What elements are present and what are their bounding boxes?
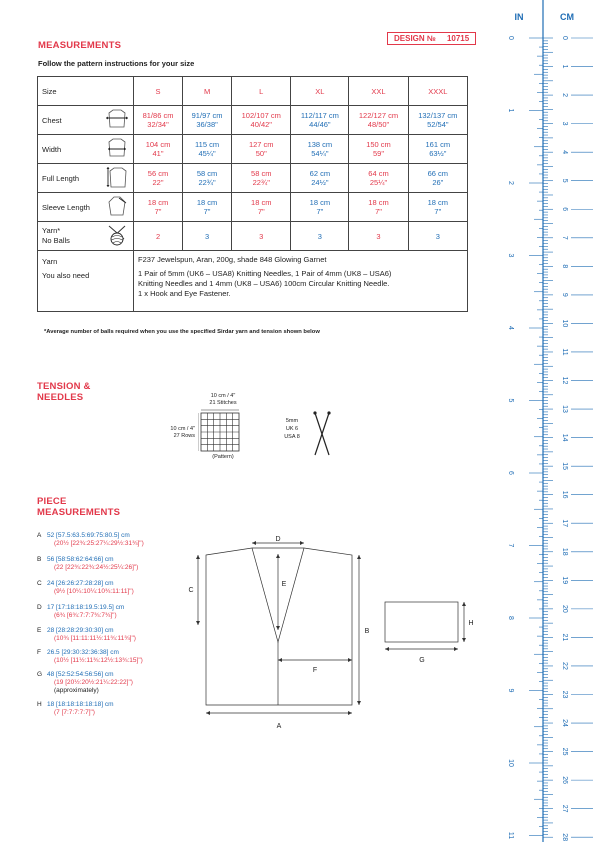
cm-label: 27 bbox=[561, 804, 568, 813]
cm-label: 22 bbox=[561, 662, 568, 670]
tension-title bbox=[37, 381, 91, 403]
sleeve-cm: 18 cm bbox=[427, 198, 449, 207]
width-cm: 115 cm bbox=[195, 140, 220, 149]
inch-label: 9 bbox=[507, 688, 514, 693]
chest-in: 32/34" bbox=[147, 120, 169, 129]
length-in: 24½" bbox=[311, 178, 329, 187]
size-xxxl: XXXL bbox=[408, 77, 467, 106]
full-length-row bbox=[38, 164, 468, 193]
chest-cm: 132/137 cm bbox=[418, 111, 458, 120]
chest-in: 48/50" bbox=[367, 120, 390, 129]
gauge-pattern-label: (Pattern) bbox=[212, 454, 234, 460]
chest-cell bbox=[291, 106, 349, 135]
size-s: S bbox=[134, 77, 183, 106]
tension-title-line1: TENSION & bbox=[37, 381, 91, 392]
length-garment-icon bbox=[101, 164, 134, 193]
width-row bbox=[38, 135, 468, 164]
measurements-table bbox=[37, 76, 468, 312]
gauge-side-label bbox=[155, 426, 195, 440]
length-cell bbox=[134, 164, 183, 193]
piece-key: E bbox=[37, 627, 42, 634]
cm-label: 11 bbox=[561, 348, 568, 356]
piece-in: (6¾ [6¾:7:7:7¾:7¾]") bbox=[54, 612, 117, 619]
size-icon-cell bbox=[101, 77, 134, 106]
sleeve-cell bbox=[408, 193, 467, 222]
inch-label: 8 bbox=[507, 616, 514, 620]
cm-label: 25 bbox=[561, 747, 568, 756]
piece-in: (19 [20½:20½:21¼:22:22]") bbox=[54, 679, 133, 686]
width-cell bbox=[232, 135, 291, 164]
chest-in: 36/38" bbox=[196, 120, 218, 129]
sleeve-cm: 18 cm bbox=[147, 198, 169, 207]
you-also-need-label: You also need bbox=[42, 271, 90, 280]
need-line: Knitting Needles and 1 4mm (UK8 – USA6) 100cm Circular Knitting Needle. bbox=[138, 279, 390, 288]
piece-cm: 56 [58:58:62:64:66] cm bbox=[47, 556, 114, 563]
length-in: 22¾" bbox=[198, 178, 216, 187]
needle-usa: USA 8 bbox=[284, 434, 300, 440]
size-xxl: XXL bbox=[349, 77, 408, 106]
size-l: L bbox=[232, 77, 291, 106]
design-label: DESIGN № bbox=[394, 34, 436, 43]
cm-label: 14 bbox=[561, 433, 568, 442]
cm-label: 1 bbox=[561, 64, 568, 69]
chest-in: 44/46" bbox=[309, 120, 331, 129]
length-cell bbox=[183, 164, 232, 193]
piece-in: (22 [22¾:22¾:24½:25¼:26]") bbox=[54, 564, 139, 571]
sleeve-cell bbox=[183, 193, 232, 222]
cm-label: 10 bbox=[561, 319, 568, 328]
cm-label: 18 bbox=[561, 547, 568, 556]
chest-cm: 91/97 cm bbox=[191, 111, 223, 120]
width-in: 54¼" bbox=[311, 149, 329, 158]
length-cm: 64 cm bbox=[368, 169, 389, 178]
inch-label: 11 bbox=[507, 831, 514, 840]
piece-h bbox=[37, 701, 114, 717]
gauge-stitches: 21 Stitches bbox=[209, 400, 237, 406]
chest-cell bbox=[232, 106, 291, 135]
chest-cell bbox=[349, 106, 408, 135]
cm-label: 15 bbox=[561, 462, 568, 471]
cm-label: 23 bbox=[561, 690, 568, 699]
width-cell bbox=[291, 135, 349, 164]
inch-label: 6 bbox=[507, 471, 514, 475]
garment-schematic-diagram bbox=[180, 530, 480, 735]
chest-cm: 112/117 cm bbox=[300, 111, 339, 120]
cm-label: 16 bbox=[561, 490, 568, 499]
width-in: 63½" bbox=[429, 149, 447, 158]
chest-cm: 122/127 cm bbox=[358, 111, 399, 120]
balls-cell: 3 bbox=[183, 222, 232, 251]
cm-label: 7 bbox=[561, 235, 568, 240]
yarn-row bbox=[38, 251, 468, 312]
sleeve-cell bbox=[349, 193, 408, 222]
length-cm: 62 cm bbox=[309, 169, 331, 178]
need-line: 1 Pair of 5mm (UK6 – USA8) Knitting Needles, 1 Pair of 4mm (UK8 – USA6) bbox=[138, 269, 392, 278]
sleeve-in: 7" bbox=[375, 207, 382, 216]
measurements-title: MEASUREMENTS bbox=[38, 40, 122, 51]
chest-row bbox=[38, 106, 468, 135]
cm-label: 2 bbox=[561, 93, 568, 98]
width-garment-icon bbox=[101, 135, 134, 164]
sleeve-cm: 18 cm bbox=[309, 198, 331, 207]
needle-mm: 5mm bbox=[285, 418, 299, 424]
cm-label: 17 bbox=[561, 519, 568, 528]
size-header-row bbox=[38, 77, 468, 106]
chest-garment-icon bbox=[101, 106, 134, 135]
cm-label: 21 bbox=[561, 633, 568, 642]
balls-cell: 3 bbox=[349, 222, 408, 251]
balls-row bbox=[38, 222, 468, 251]
piece-cm: 18 [18:18:18:18:18] cm bbox=[47, 701, 114, 708]
piece-g bbox=[37, 671, 133, 695]
piece-e bbox=[37, 627, 136, 643]
cm-label: 12 bbox=[561, 376, 568, 385]
sleeve-cm: 18 cm bbox=[251, 198, 272, 207]
piece-a bbox=[37, 532, 144, 548]
piece-key: H bbox=[37, 701, 42, 708]
length-cm: 58 cm bbox=[251, 169, 272, 178]
piece-key: D bbox=[37, 604, 42, 611]
dim-label-b: B bbox=[364, 628, 370, 635]
piece-in: (7 [7:7:7:7:7]") bbox=[54, 709, 95, 716]
sleeve-in: 7" bbox=[154, 207, 162, 216]
gauge-height: 10 cm / 4" bbox=[170, 426, 195, 432]
needle-uk: UK 6 bbox=[285, 426, 299, 432]
needle-size-label bbox=[280, 417, 304, 441]
size-m: M bbox=[183, 77, 232, 106]
inch-label: 2 bbox=[507, 181, 514, 185]
piece-measurements-title bbox=[37, 496, 120, 518]
piece-in: (10½ [11½:11¾:12½:13¾:15]") bbox=[54, 657, 143, 664]
sleeve-cm: 18 cm bbox=[368, 198, 389, 207]
sleeve-cm: 18 cm bbox=[196, 198, 218, 207]
piece-key: C bbox=[37, 580, 42, 587]
average-balls-note: *Average number of balls required when you use the specified Sirdar yarn and tension shown below bbox=[44, 329, 320, 335]
width-cm: 104 cm bbox=[145, 140, 171, 149]
inch-label: 0 bbox=[507, 36, 514, 40]
inch-label: 3 bbox=[507, 253, 514, 258]
cm-label: 26 bbox=[561, 776, 568, 785]
cm-label: 3 bbox=[561, 121, 568, 126]
chest-in: 40/42" bbox=[250, 120, 272, 129]
length-cm: 66 cm bbox=[427, 169, 449, 178]
piece-approx: (approximately) bbox=[54, 687, 99, 694]
sleeve-in: 7" bbox=[257, 207, 265, 216]
inch-label: 4 bbox=[507, 326, 514, 330]
need-line: 1 x Hook and Eye Fastener. bbox=[138, 289, 231, 298]
chest-in: 52/54" bbox=[427, 120, 449, 129]
dim-label-h: H bbox=[468, 620, 474, 627]
width-cm: 127 cm bbox=[248, 140, 274, 149]
sleeve-in: 7" bbox=[434, 207, 442, 216]
cm-label: 19 bbox=[561, 576, 568, 585]
chest-cell bbox=[134, 106, 183, 135]
row-label-sleeve-length: Sleeve Length bbox=[38, 193, 102, 222]
cm-label: 24 bbox=[561, 719, 568, 727]
length-in: 22¾" bbox=[252, 178, 270, 187]
inch-label: 10 bbox=[507, 759, 514, 767]
width-cm: 150 cm bbox=[366, 140, 391, 149]
inch-label: 5 bbox=[507, 398, 514, 403]
piece-cm: 28 [28:28:29:30:30] cm bbox=[47, 627, 114, 634]
chest-cm: 102/107 cm bbox=[241, 111, 281, 120]
cm-label: 20 bbox=[561, 604, 568, 613]
length-cm: 58 cm bbox=[196, 169, 218, 178]
balls-cell: 2 bbox=[134, 222, 183, 251]
design-number-box bbox=[387, 32, 476, 45]
yarn-labels bbox=[38, 251, 134, 312]
cm-label: 0 bbox=[561, 36, 568, 40]
balls-cell: 3 bbox=[408, 222, 467, 251]
cm-label: 6 bbox=[561, 207, 568, 212]
cm-label: 28 bbox=[561, 833, 568, 842]
piece-cm: 17 [17:18:18:19.5:19.5] cm bbox=[47, 604, 125, 611]
width-cell bbox=[134, 135, 183, 164]
dim-label-a: A bbox=[276, 723, 282, 730]
piece-key: F bbox=[37, 649, 41, 656]
sleeve-garment-icon bbox=[101, 193, 134, 222]
sleeve-in: 7" bbox=[316, 207, 324, 216]
sleeve-in: 7" bbox=[203, 207, 211, 216]
chest-cell bbox=[183, 106, 232, 135]
dim-label-e: E bbox=[281, 581, 287, 588]
sleeve-length-row bbox=[38, 193, 468, 222]
dim-label-c: C bbox=[188, 587, 194, 594]
dim-label-d: D bbox=[275, 536, 281, 543]
width-in: 45¼" bbox=[198, 149, 216, 158]
size-label: Size bbox=[38, 77, 102, 106]
piece-c bbox=[37, 580, 134, 596]
width-in: 41" bbox=[152, 149, 164, 158]
width-cell bbox=[349, 135, 408, 164]
ruler-in-label: IN bbox=[514, 12, 524, 22]
width-in: 59" bbox=[372, 149, 384, 158]
piece-key: A bbox=[37, 532, 42, 539]
balls-cell: 3 bbox=[291, 222, 349, 251]
chest-cell bbox=[408, 106, 467, 135]
length-cm: 56 cm bbox=[147, 169, 169, 178]
piece-key: G bbox=[37, 671, 43, 678]
cm-label: 9 bbox=[561, 292, 568, 297]
size-xl: XL bbox=[291, 77, 349, 106]
piece-cm: 24 [26:26:27:28:28] cm bbox=[47, 580, 114, 587]
gauge-rows: 27 Rows bbox=[173, 433, 195, 439]
balls-label-2: No Balls bbox=[42, 236, 70, 245]
length-cell bbox=[291, 164, 349, 193]
yarn-text: F237 Jewelspun, Aran, 200g, shade 848 Glowing Garnet bbox=[138, 255, 327, 264]
piece-cm: 48 [52:52:54:56:56] cm bbox=[47, 671, 114, 678]
width-in: 50" bbox=[255, 149, 267, 158]
cm-label: 5 bbox=[561, 178, 568, 183]
sleeve-cell bbox=[291, 193, 349, 222]
piece-cm: 26.5 [29:30:32:36:38] cm bbox=[47, 649, 119, 656]
length-cell bbox=[408, 164, 467, 193]
width-cell bbox=[183, 135, 232, 164]
inch-label: 7 bbox=[507, 543, 514, 548]
cm-label: 13 bbox=[561, 405, 568, 413]
ruler-cm-label: CM bbox=[560, 12, 574, 22]
row-label-chest: Chest bbox=[38, 106, 102, 135]
inch-label: 1 bbox=[507, 108, 514, 113]
tension-title-line2: NEEDLES bbox=[37, 392, 84, 403]
piece-cm: 52 [57.5:63.5:69:75:80.5] cm bbox=[47, 532, 130, 539]
piece-title-line2: MEASUREMENTS bbox=[37, 507, 121, 518]
sleeve-cell bbox=[232, 193, 291, 222]
yarn-ball-icon bbox=[101, 222, 134, 251]
width-cm: 161 cm bbox=[425, 140, 451, 149]
measuring-ruler bbox=[493, 0, 595, 842]
follow-instructions-note: Follow the pattern instructions for your size bbox=[38, 59, 195, 68]
yarn-details bbox=[134, 251, 468, 312]
cm-label: 4 bbox=[561, 150, 568, 155]
piece-key: B bbox=[37, 556, 42, 563]
dim-label-f: F bbox=[312, 667, 318, 674]
length-in: 22" bbox=[152, 178, 164, 187]
row-label-width: Width bbox=[38, 135, 102, 164]
piece-b bbox=[37, 556, 138, 572]
length-cell bbox=[349, 164, 408, 193]
piece-title-line1: PIECE bbox=[37, 496, 67, 507]
length-cell bbox=[232, 164, 291, 193]
yarn-label: Yarn bbox=[42, 257, 58, 266]
balls-label bbox=[38, 222, 102, 251]
tension-grid-swatch bbox=[198, 408, 244, 454]
width-cm: 138 cm bbox=[307, 140, 333, 149]
crossed-needles-icon bbox=[310, 410, 334, 458]
chest-cm: 81/86 cm bbox=[142, 111, 174, 120]
cm-label: 8 bbox=[561, 264, 568, 269]
sleeve-cell bbox=[134, 193, 183, 222]
dim-label-g: G bbox=[419, 657, 425, 664]
length-in: 25¼" bbox=[369, 178, 388, 187]
piece-f bbox=[37, 649, 143, 665]
balls-label-1: Yarn* bbox=[42, 226, 61, 235]
row-label-full-length: Full Length bbox=[38, 164, 102, 193]
piece-in: (10¾ [11:11:11½:11¾:11¾]") bbox=[54, 635, 136, 642]
width-cell bbox=[408, 135, 467, 164]
piece-in: (20½ [22¾:25:27¼:29½:31¾]") bbox=[54, 540, 144, 547]
piece-in: (9½ [10¼:10¼:10¾:11:11]") bbox=[54, 588, 134, 595]
gauge-width: 10 cm / 4" bbox=[210, 393, 236, 399]
piece-d bbox=[37, 604, 124, 620]
design-number: 10715 bbox=[446, 34, 470, 43]
gauge-top-label bbox=[188, 393, 258, 407]
balls-cell: 3 bbox=[232, 222, 291, 251]
length-in: 26" bbox=[432, 178, 444, 187]
